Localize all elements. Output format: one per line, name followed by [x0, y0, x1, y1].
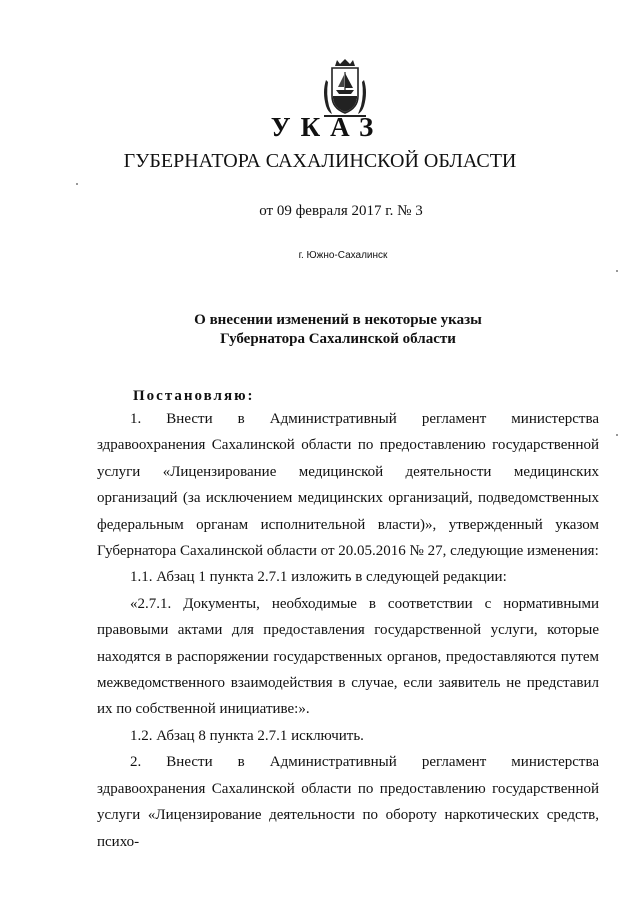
document-date-number: от 09 февраля 2017 г. № 3	[259, 203, 423, 219]
scan-speck	[616, 270, 618, 272]
coat-of-arms-icon	[318, 58, 372, 120]
paragraph-1: 1. Внести в Административный регламент министерства здравоохранения Сахалинской области по предоставлению государственной услуги «Лицензирование медицинской деятельности медицинских организаций (за исключением медицинских организаций, подведомственных федеральным органам исполнительной власти)», утвержденный указом Губернатора Сахалинской области от 20.05.2016 № 27, следующие изменения:	[97, 411, 599, 560]
paragraph-1-1: 1.1. Абзац 1 пункта 2.7.1 изложить в следующей редакции:	[130, 569, 507, 586]
document-body	[97, 406, 599, 855]
heading-line-2: Губернатора Сахалинской области	[220, 331, 456, 347]
paragraph-1-2: 1.2. Абзац 8 пункта 2.7.1 исключить.	[130, 727, 364, 744]
paragraph-2: 2. Внести в Административный регламент министерства здравоохранения Сахалинской области по предоставлению государственной услуги «Лицензирование деятельности по обороту наркотических средств, психо-	[97, 754, 599, 850]
document-place: г. Южно-Сахалинск	[298, 250, 388, 261]
resolve-label: Постановляю:	[133, 388, 255, 404]
paragraph-quote: «2.7.1. Документы, необходимые в соответствии с нормативными правовыми актами для предоставления государственной услуги, которые находятся в распоряжении государственных органов, предоставляются путем межведомственного взаимодействия в случае, если заявитель не представил их по собственной инициативе:».	[97, 595, 599, 718]
document-heading	[0, 311, 640, 349]
scan-speck	[76, 183, 78, 185]
document-subtitle: ГУБЕРНАТОРА САХАЛИНСКОЙ ОБЛАСТИ	[123, 150, 517, 172]
heading-line-1: О внесении изменений в некоторые указы	[194, 312, 482, 328]
scan-speck	[616, 434, 618, 436]
document-title: УКАЗ	[270, 112, 384, 142]
